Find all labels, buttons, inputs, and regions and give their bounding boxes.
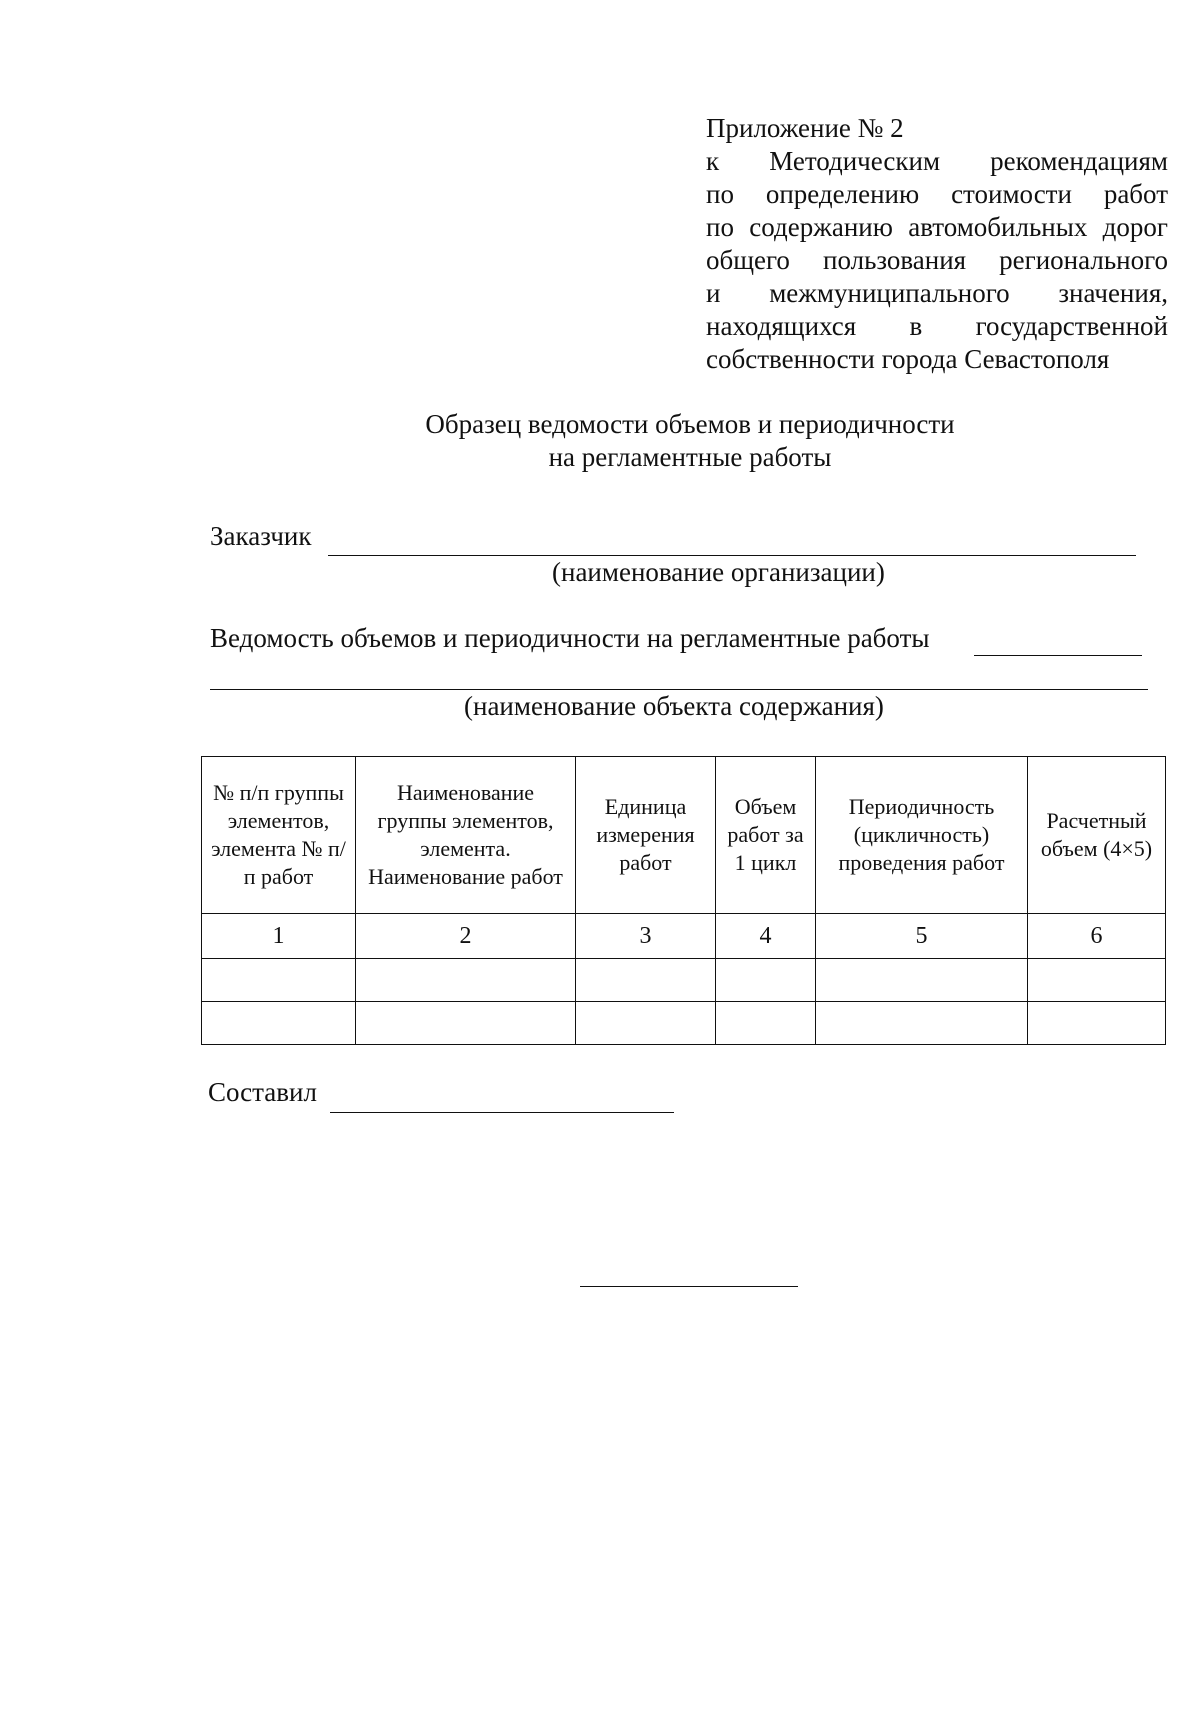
- header-calculated-volume: Расчетный объем (4×5): [1028, 757, 1166, 914]
- column-number: 2: [356, 914, 576, 959]
- table-cell[interactable]: [816, 959, 1028, 1002]
- header-periodicity: Периодичность (цикличность) проведения работ: [816, 757, 1028, 914]
- table-cell[interactable]: [1028, 1002, 1166, 1045]
- volumes-table: [201, 756, 1166, 1045]
- table-cell[interactable]: [816, 1002, 1028, 1045]
- table-cell[interactable]: [716, 1002, 816, 1045]
- table-cell[interactable]: [202, 1002, 356, 1045]
- document-title: [300, 408, 1080, 474]
- table-number-row: [202, 914, 1166, 959]
- column-number: 1: [202, 914, 356, 959]
- table-cell[interactable]: [202, 959, 356, 1002]
- column-number: 6: [1028, 914, 1166, 959]
- appendix-line-1: Приложение № 2: [706, 113, 904, 143]
- composed-by-label: Составил: [208, 1077, 317, 1107]
- appendix-line-5: общего пользования регионального: [706, 245, 1168, 275]
- column-number: 3: [576, 914, 716, 959]
- header-unit: Единица измерения работ: [576, 757, 716, 914]
- appendix-reference: [706, 112, 1168, 376]
- closing-separator: [580, 1286, 798, 1287]
- header-volume-per-cycle: Объем работ за 1 цикл: [716, 757, 816, 914]
- customer-hint: (наименование организации): [552, 557, 885, 587]
- header-element-name: Наименование группы элементов, элемента. Наименование работ: [356, 757, 576, 914]
- table-row: [202, 1002, 1166, 1045]
- appendix-line-8: собственности города Севастополя: [706, 344, 1110, 374]
- table-cell[interactable]: [576, 1002, 716, 1045]
- table-cell[interactable]: [576, 959, 716, 1002]
- composed-by-field-line[interactable]: [330, 1112, 674, 1113]
- table-cell[interactable]: [356, 959, 576, 1002]
- column-number: 5: [816, 914, 1028, 959]
- appendix-line-2: к Методическим рекомендациям: [706, 146, 1168, 176]
- appendix-line-4: по содержанию автомобильных дорог: [706, 212, 1168, 242]
- appendix-line-7: находящихся в государственной: [706, 311, 1168, 341]
- table-header-row: [202, 757, 1166, 914]
- title-line-1: Образец ведомости объемов и периодичности: [425, 409, 955, 439]
- column-number: 4: [716, 914, 816, 959]
- title-line-2: на регламентные работы: [548, 442, 832, 472]
- table-cell[interactable]: [716, 959, 816, 1002]
- statement-label: Ведомость объемов и периодичности на регламентные работы: [210, 623, 930, 653]
- appendix-line-3: по определению стоимости работ: [706, 179, 1168, 209]
- customer-label: Заказчик: [210, 521, 312, 551]
- table-row: [202, 959, 1166, 1002]
- appendix-line-6: и межмуниципального значения,: [706, 278, 1168, 308]
- table-cell[interactable]: [356, 1002, 576, 1045]
- header-item-number: № п/п группы элементов, элемента № п/п работ: [202, 757, 356, 914]
- statement-field-line-short[interactable]: [974, 655, 1142, 656]
- statement-hint: (наименование объекта содержания): [464, 691, 884, 721]
- table-cell[interactable]: [1028, 959, 1166, 1002]
